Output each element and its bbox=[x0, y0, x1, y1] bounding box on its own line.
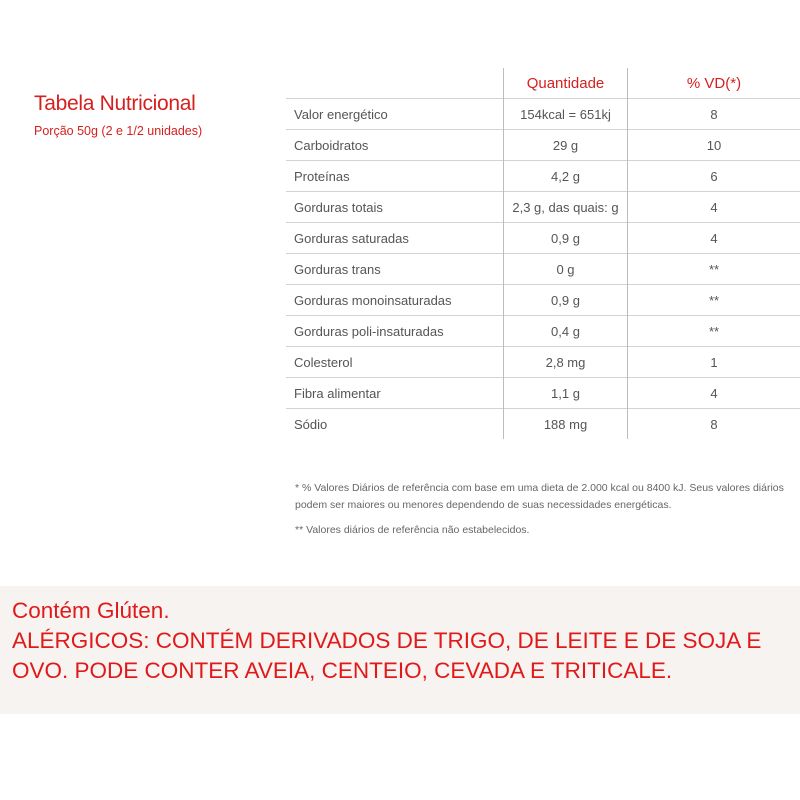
footnote-not-established: ** Valores diários de referência não estabelecidos. bbox=[295, 524, 530, 536]
table-row bbox=[286, 316, 800, 347]
table-row bbox=[286, 192, 800, 223]
nutrient-daily-value: 8 bbox=[628, 409, 800, 440]
nutrient-daily-value: 1 bbox=[628, 347, 800, 378]
nutrient-quantity: 1,1 g bbox=[504, 378, 628, 409]
nutrient-name: Fibra alimentar bbox=[286, 378, 504, 409]
nutrient-name: Proteínas bbox=[286, 161, 504, 192]
nutrient-quantity: 154kcal = 651kj bbox=[504, 99, 628, 130]
nutrient-quantity: 0 g bbox=[504, 254, 628, 285]
nutrient-name: Gorduras saturadas bbox=[286, 223, 504, 254]
nutrient-name: Sódio bbox=[286, 409, 504, 440]
allergen-line-2: OVO. PODE CONTER AVEIA, CENTEIO, CEVADA E TRITICALE. bbox=[12, 658, 673, 683]
nutrient-daily-value: ** bbox=[628, 316, 800, 347]
nutrient-quantity: 188 mg bbox=[504, 409, 628, 440]
allergen-banner bbox=[0, 586, 800, 714]
nutrient-quantity: 29 g bbox=[504, 130, 628, 161]
nutrient-name: Carboidratos bbox=[286, 130, 504, 161]
nutrient-daily-value: 6 bbox=[628, 161, 800, 192]
table-row bbox=[286, 99, 800, 130]
nutrient-quantity: 0,4 g bbox=[504, 316, 628, 347]
nutrient-name: Gorduras totais bbox=[286, 192, 504, 223]
nutrient-daily-value: ** bbox=[628, 285, 800, 316]
allergen-text bbox=[12, 596, 800, 686]
table-header-row bbox=[286, 68, 800, 99]
column-header-quantity: Quantidade bbox=[504, 68, 628, 99]
table-row bbox=[286, 254, 800, 285]
table-row bbox=[286, 285, 800, 316]
footnotes bbox=[295, 480, 785, 547]
table-row bbox=[286, 378, 800, 409]
nutrient-daily-value: 8 bbox=[628, 99, 800, 130]
nutrient-quantity: 4,2 g bbox=[504, 161, 628, 192]
nutrient-daily-value: 10 bbox=[628, 130, 800, 161]
column-header-daily-value: % VD(*) bbox=[628, 68, 800, 99]
nutrient-daily-value: ** bbox=[628, 254, 800, 285]
nutrient-name: Gorduras poli-insaturadas bbox=[286, 316, 504, 347]
table-row bbox=[286, 161, 800, 192]
allergen-line-1: ALÉRGICOS: CONTÉM DERIVADOS DE TRIGO, DE LEITE E DE SOJA E bbox=[12, 628, 762, 653]
table-row bbox=[286, 223, 800, 254]
nutrient-daily-value: 4 bbox=[628, 223, 800, 254]
gluten-warning: Contém Glúten. bbox=[12, 598, 170, 623]
footnote-daily-values: * % Valores Diários de referência com base em uma dieta de 2.000 kcal ou 8400 kJ. Seus valores diários podem ser maiores ou menores dependendo de suas necessidades energéticas. bbox=[295, 482, 784, 511]
portion-label: Porção 50g (2 e 1/2 unidades) bbox=[34, 124, 203, 138]
nutrient-daily-value: 4 bbox=[628, 378, 800, 409]
nutrition-table bbox=[286, 68, 800, 439]
nutrient-quantity: 2,8 mg bbox=[504, 347, 628, 378]
nutrient-name: Valor energético bbox=[286, 99, 504, 130]
nutrient-quantity: 0,9 g bbox=[504, 223, 628, 254]
table-row bbox=[286, 409, 800, 440]
column-header-nutrient bbox=[286, 68, 504, 99]
nutrient-name: Colesterol bbox=[286, 347, 504, 378]
nutrient-name: Gorduras monoinsaturadas bbox=[286, 285, 504, 316]
nutrient-daily-value: 4 bbox=[628, 192, 800, 223]
table-row bbox=[286, 347, 800, 378]
page-title: Tabela Nutricional bbox=[34, 92, 196, 115]
nutrient-quantity: 0,9 g bbox=[504, 285, 628, 316]
nutrient-name: Gorduras trans bbox=[286, 254, 504, 285]
table-row bbox=[286, 130, 800, 161]
nutrient-quantity: 2,3 g, das quais: g bbox=[504, 192, 628, 223]
